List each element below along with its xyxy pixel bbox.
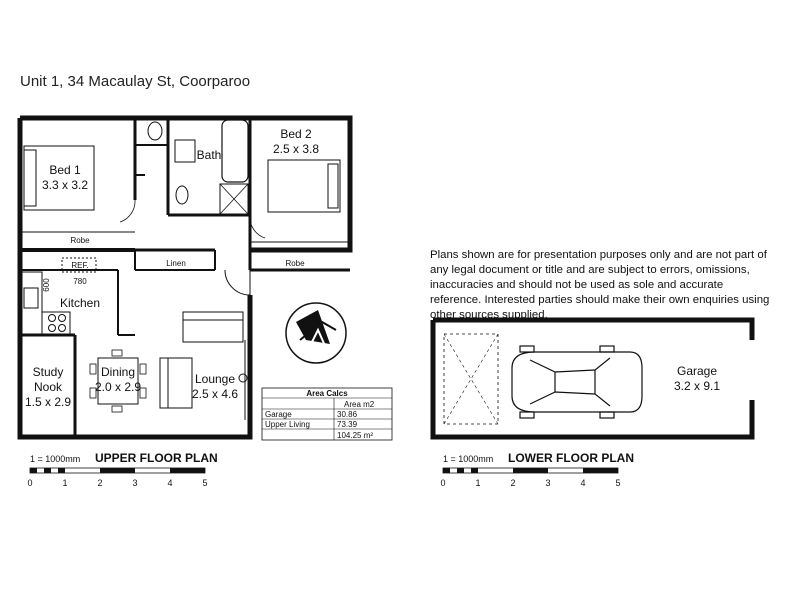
- area-row-upper-value: 73.39: [337, 420, 358, 429]
- kitchen-name: Kitchen: [59, 296, 101, 310]
- study-name-1: Study: [32, 365, 64, 379]
- upper-scale-bar: [27, 451, 217, 488]
- robe-left-label: Robe: [70, 236, 90, 245]
- north-compass-icon: [286, 303, 346, 363]
- ref-label: REF.: [71, 261, 89, 270]
- dim-780-label: 780: [73, 277, 87, 286]
- lower-tick-4: 4: [580, 478, 586, 488]
- car-icon: [512, 346, 642, 418]
- bed1-name: Bed 1: [49, 163, 81, 177]
- upper-tick-1: 1: [62, 478, 68, 488]
- lounge-name: Lounge: [194, 372, 236, 386]
- dining-size: 2.0 x 2.9: [94, 380, 142, 394]
- bed2-size: 2.5 x 3.8: [272, 142, 320, 156]
- garage-name: Garage: [676, 364, 718, 378]
- upper-tick-3: 3: [132, 478, 138, 488]
- lower-room-labels: [674, 364, 720, 393]
- area-row-garage-label: Garage: [265, 410, 292, 419]
- area-row-upper-label: Upper Living: [265, 420, 310, 429]
- lower-tick-5: 5: [615, 478, 621, 488]
- upper-tick-0: 0: [27, 478, 33, 488]
- lower-scale-text: 1 = 1000mm: [443, 454, 494, 464]
- lower-tick-1: 1: [475, 478, 481, 488]
- area-row-garage-value: 30.86: [337, 410, 358, 419]
- lower-tick-3: 3: [545, 478, 551, 488]
- upper-tick-2: 2: [97, 478, 103, 488]
- upper-tick-5: 5: [202, 478, 208, 488]
- bed1-size: 3.3 x 3.2: [41, 178, 89, 192]
- area-calcs-title: Area Calcs: [306, 389, 348, 398]
- dining-name: Dining: [100, 365, 136, 379]
- upper-room-labels: [25, 127, 319, 409]
- robe-right-label: Robe: [285, 259, 305, 268]
- address-title: Unit 1, 34 Macaulay St, Coorparoo: [20, 73, 251, 90]
- linen-label: Linen: [166, 259, 186, 268]
- bath-name: Bath: [196, 148, 222, 162]
- study-size: 1.5 x 2.9: [24, 395, 72, 409]
- lower-tick-2: 2: [510, 478, 516, 488]
- lower-floor-title: LOWER FLOOR PLAN: [508, 451, 634, 465]
- area-total-value: 104.25 m²: [337, 431, 374, 440]
- lower-scale-bar: [440, 451, 634, 488]
- lower-tick-0: 0: [440, 478, 446, 488]
- bed2-name: Bed 2: [280, 127, 312, 141]
- upper-scale-text: 1 = 1000mm: [30, 454, 81, 464]
- area-calcs-header: Area m2: [344, 400, 375, 409]
- area-calcs-table: [262, 388, 392, 440]
- dim-600-label: 600: [42, 278, 51, 292]
- disclaimer-text: Plans shown are for presentation purposes only and are not part of any legal document or title and are subject to errors, omissions, inaccuracies and should not be used as sole and accurate reference. Interested parties should make their own enquiries using other sources supplied.: [430, 249, 770, 321]
- garage-size: 3.2 x 9.1: [673, 379, 721, 393]
- upper-floor-title: UPPER FLOOR PLAN: [95, 451, 218, 465]
- study-name-2: Nook: [33, 380, 63, 394]
- lounge-size: 2.5 x 4.6: [191, 387, 239, 401]
- upper-tick-4: 4: [167, 478, 173, 488]
